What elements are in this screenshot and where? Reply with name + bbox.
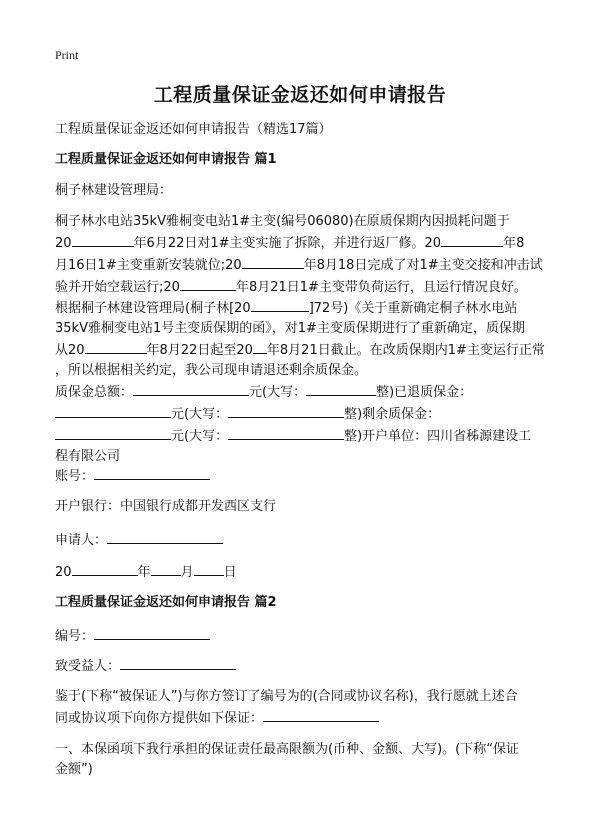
- print-link[interactable]: Print: [55, 48, 79, 62]
- beneficiary-field: 致受益人：: [55, 655, 547, 677]
- blank-line: [441, 232, 503, 247]
- number-field: 编号：: [55, 625, 547, 647]
- section2-paragraph-2: 一、本保函项下我行承担的保证责任最高限额为(币种、金额、大写)。(下称“保证 金额”): [55, 742, 519, 777]
- beneficiary-blank: [120, 655, 236, 670]
- blank-line: [55, 425, 171, 440]
- section2-heading: 工程质量保证金返还如何申请报告 篇2: [55, 595, 277, 610]
- blank-line: [242, 254, 304, 269]
- blank-line: [263, 707, 379, 722]
- page-title: 工程质量保证金返还如何申请报告: [153, 84, 447, 106]
- section1-heading: 工程质量保证金返还如何申请报告 篇1: [55, 152, 277, 167]
- applicant-field: 申请人：: [55, 529, 547, 551]
- blank-line: [251, 297, 309, 312]
- salutation: 桐子林建设管理局：: [55, 183, 173, 198]
- document-subtitle: 工程质量保证金返还如何申请报告（精选17篇）: [55, 122, 332, 137]
- blank-line: [228, 403, 344, 418]
- blank-line: [72, 232, 134, 247]
- section1-paragraph-2: 根据桐子林建设管理局(桐子林[20 ]72号)《关于重新确定桐子林水电站 35kV雅桐变电站1号主变质保期的函》，对1#主变质保期进行了重新确定，质保期 从20 年8月22日起至20 年8月21日截止。在改质保期内1#主变运行正常 ，所以根据相关约定，我公司现申请退还剩余质保金。: [55, 297, 547, 381]
- blank-line: [228, 425, 344, 440]
- date-field: 20 年 月 日: [55, 561, 547, 583]
- blank-line: [85, 339, 147, 354]
- blank-line: [151, 561, 181, 576]
- applicant-blank: [107, 529, 223, 544]
- blank-line: [180, 276, 236, 291]
- blank-line: [72, 561, 138, 576]
- section1-paragraph-3: 质保金总额： 元(大写： 整)已退质保金： 元(大写： 整)剩余质保金： 元(大写： 整)开户单位：四川省秭源建设工 程有限公司: [55, 381, 547, 467]
- blank-line: [194, 561, 224, 576]
- blank-line: [306, 381, 376, 396]
- section1-paragraph-1: 桐子林水电站35kV雅桐变电站1#主变(编号06080)在原质保期内因损耗问题于 20 年6月22日对1#主变实施了拆除，并进行返厂修。20 年8 月16日1#主变重新安装就位;20 年8月18日完成了对1#主变交接和冲击试 验并开始空载运行;20 年8月21日1#主变带负荷运行，且运行情况良好。: [55, 214, 543, 295]
- blank-line: [133, 381, 249, 396]
- bank-field: 开户银行：中国银行成都开发西区支行: [55, 499, 277, 514]
- blank-line: [55, 403, 171, 418]
- section2-paragraph-1: 鉴于(下称“被保证人”)与你方签订了编号为的(合同或协议名称)，我行愿就上述合 同或协议项下向你方提供如下保证：: [55, 689, 518, 726]
- account-blank: [94, 465, 210, 480]
- number-blank: [94, 625, 210, 640]
- blank-line: [253, 339, 267, 354]
- account-field: 账号：: [55, 465, 547, 487]
